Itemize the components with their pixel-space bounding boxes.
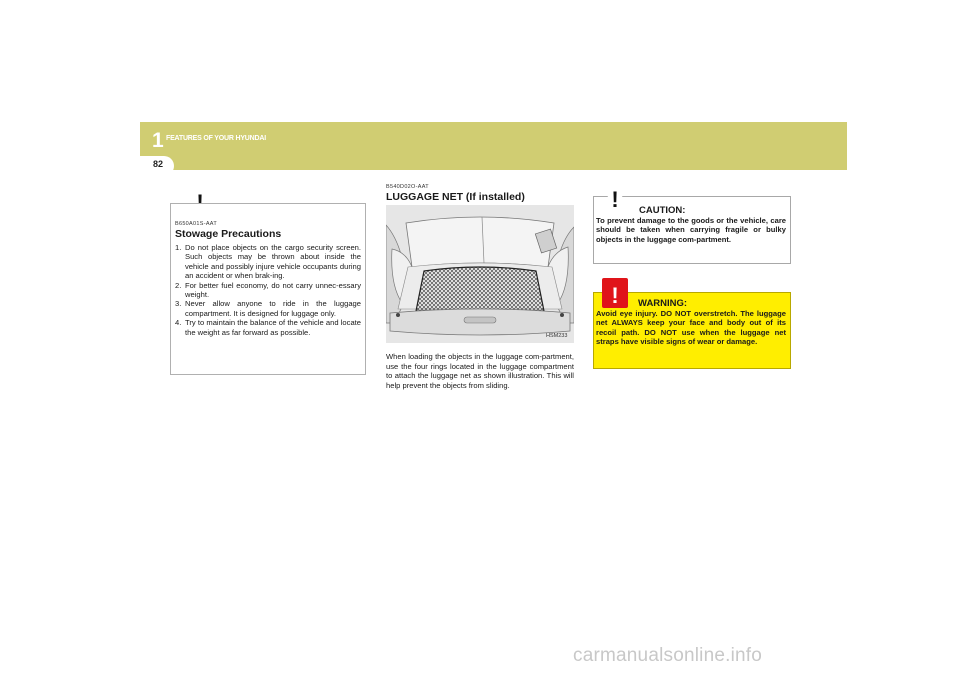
chapter-title: FEATURES OF YOUR HYUNDAI bbox=[166, 135, 266, 142]
list-item: 2. For better fuel economy, do not carry unnec-essary weight. bbox=[175, 280, 361, 300]
luggage-net-title: LUGGAGE NET (If installed) bbox=[386, 191, 525, 203]
luggage-net-illustration bbox=[386, 205, 574, 343]
warning-heading: WARNING: bbox=[638, 298, 688, 309]
warning-body: Avoid eye injury. DO NOT overstretch. The luggage net ALWAYS keep your face and body out of its recoil path. DO NOT use when the luggage net straps have visible signs of wear or damage. bbox=[596, 309, 786, 347]
watermark-text: carmanualsonline.info bbox=[573, 645, 763, 666]
chapter-number: 1 bbox=[152, 129, 164, 152]
page-number: 82 bbox=[153, 159, 164, 169]
stowage-code: B650A01S-AAT bbox=[175, 221, 218, 227]
luggage-net-code: B540D02O-AAT bbox=[386, 184, 429, 190]
list-item: 3. Never allow anyone to ride in the luggage compartment. It is designed for luggage only. bbox=[175, 299, 361, 318]
chapter-header-band bbox=[140, 122, 847, 170]
list-item: 1. Do not place objects on the cargo security screen. Such objects may be thrown about inside the vehicle and possibly injure vehicle occupants during an accident or when brak-ing. bbox=[175, 243, 361, 281]
luggage-net-body: When loading the objects in the luggage com-partment, use the four rings located in the luggage compartment to attach the luggage net as shown illustration. This will help prevent the objects from sliding. bbox=[386, 352, 574, 390]
svg-text:!: ! bbox=[611, 187, 619, 212]
stowage-precautions-box bbox=[170, 203, 366, 375]
caution-body: To prevent damage to the goods or the vehicle, care should be taken when carrying fragile or bulky objects in the luggage com-partment. bbox=[596, 216, 786, 244]
warning-triangle-icon bbox=[598, 278, 632, 308]
cargo-area-illustration bbox=[386, 205, 574, 343]
stowage-title: Stowage Precautions bbox=[175, 228, 282, 240]
caution-triangle-icon bbox=[598, 182, 632, 212]
caution-heading: CAUTION: bbox=[639, 205, 686, 216]
svg-text:!: ! bbox=[611, 283, 619, 308]
stowage-list bbox=[175, 243, 361, 337]
illustration-code: HSM233 bbox=[546, 333, 568, 339]
list-item: 4. Try to maintain the balance of the vehicle and locate the weight as far forward as possible. bbox=[175, 318, 361, 337]
